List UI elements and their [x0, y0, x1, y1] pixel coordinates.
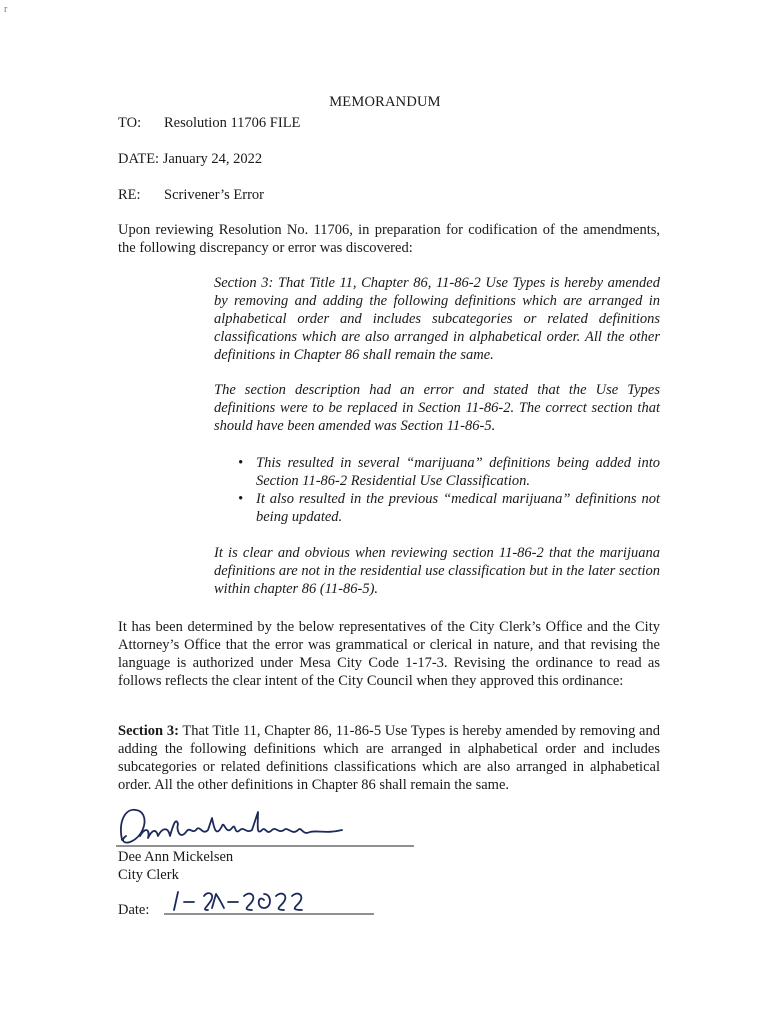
clear-statement: It is clear and obvious when reviewing section 11-86-2 that the marijuana definitions are not in the residential use classification but in the later section within chapter 86 (11-86-5). [214, 545, 660, 597]
re-label: RE: [118, 187, 141, 203]
date-label: Date: [118, 902, 150, 918]
determination-paragraph: It has been determined by the below representatives of the City Clerk’s Office and the City Attorney’s Office that the error was grammatical or clerical in nature, and that revising the language is authorized under Mesa City Code 1-17-3. Revising the ordinance to read as follows reflects the clear intent of the City Council when they approved this ordinance: [118, 619, 660, 689]
to-value: Resolution 11706 FILE [164, 115, 301, 131]
corrected-section-label: Section 3: [118, 723, 179, 739]
re-value: Scrivener’s Error [164, 187, 264, 203]
signer-name: Dee Ann Mickelsen [118, 849, 234, 865]
to-label: TO: [118, 115, 142, 131]
list-item: • It also resulted in the previous “medical marijuana” definitions not being updated. [236, 490, 660, 526]
list-item: • This resulted in several “marijuana” definitions being added into Section 11-86-2 Residential Use Classification. [236, 454, 660, 490]
error-description: The section description had an error and stated that the Use Types definitions were to be replaced in Section 11-86-2. The correct section that should have been amended was Section 11-86-5. [214, 382, 660, 434]
quoted-section-3: Section 3: That Title 11, Chapter 86, 11-86-2 Use Types is hereby amended by removing and adding the following definitions which are arranged in alphabetical order and includes subcategories or related definitions classifications which are also arranged in alphabetical order. All the other definitions in Chapter 86 shall remain the same. [214, 275, 660, 363]
handwritten-date [164, 886, 376, 918]
corrected-section-3 [118, 722, 660, 794]
memo-title: MEMORANDUM [329, 94, 441, 110]
date-line: DATE: January 24, 2022 [118, 151, 263, 167]
intro-paragraph: Upon reviewing Resolution No. 11706, in preparation for codification of the amendments, the following discrepancy or error was discovered: [118, 222, 660, 256]
scan-mark: r [4, 4, 8, 15]
signer-title: City Clerk [118, 867, 179, 883]
corrected-section-text: That Title 11, Chapter 86, 11-86-5 Use Types is hereby amended by removing and adding the following definitions which are arranged in alphabetical order and includes subcategories or related definitions classifications which are also arranged in alphabetical order. All the other definitions in Chapter 86 shall remain the same. [118, 723, 660, 793]
consequence-list [236, 454, 660, 526]
clerk-signature [116, 800, 416, 850]
re-line [118, 186, 264, 204]
to-line [118, 114, 300, 132]
